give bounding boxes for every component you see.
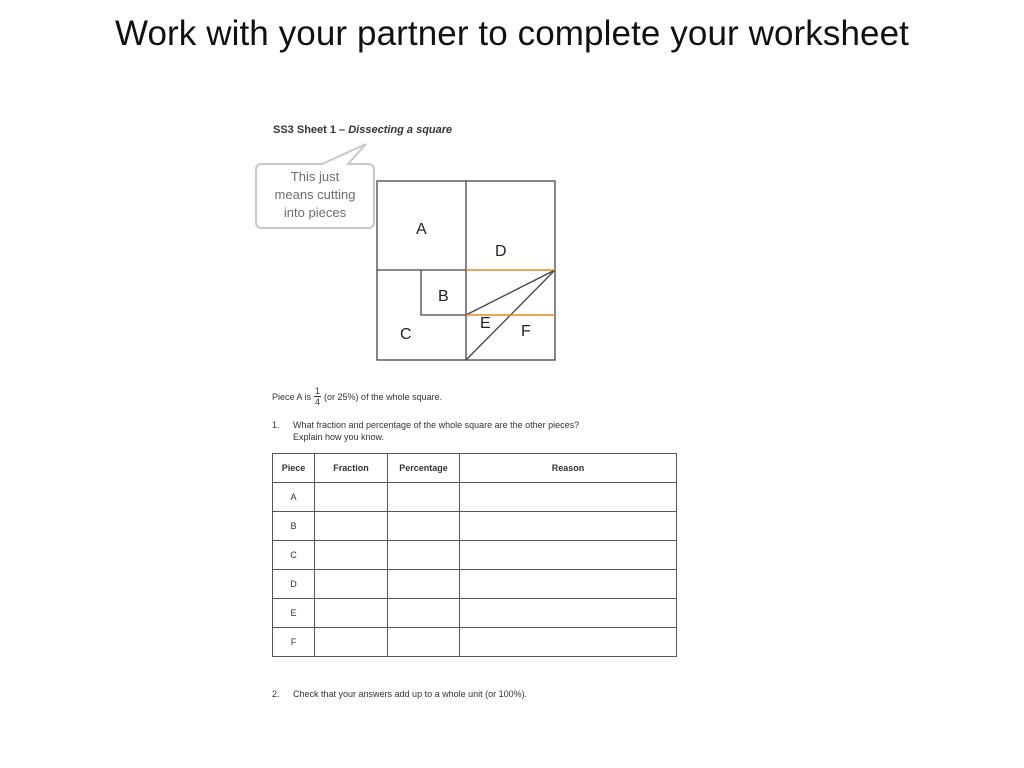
question-1-line-2: Explain how you know. [293, 432, 385, 442]
percentage-cell[interactable] [388, 483, 460, 512]
percentage-cell[interactable] [388, 512, 460, 541]
intro-suffix: (or 25%) of the whole square. [324, 391, 443, 402]
header-reason: Reason [460, 454, 677, 483]
label-f: F [521, 323, 531, 340]
callout-line-2: means cutting [274, 187, 356, 202]
sheet-heading [273, 124, 452, 136]
diagonal-to-corner [466, 270, 555, 315]
sheet-subtitle: Dissecting a square [348, 124, 453, 136]
reason-cell[interactable] [460, 570, 677, 599]
fraction-cell[interactable] [315, 483, 388, 512]
intro-prefix: Piece A is [272, 391, 312, 402]
piece-cell: D [273, 570, 315, 599]
table-row [273, 512, 677, 541]
callout-text [257, 168, 373, 222]
table-row [273, 483, 677, 512]
reason-cell[interactable] [460, 628, 677, 657]
header-fraction: Fraction [315, 454, 388, 483]
answer-table [272, 453, 677, 657]
fraction-one-quarter [314, 386, 321, 407]
reason-cell[interactable] [460, 599, 677, 628]
reason-cell[interactable] [460, 483, 677, 512]
reason-cell[interactable] [460, 541, 677, 570]
piece-cell: E [273, 599, 315, 628]
fraction-cell[interactable] [315, 570, 388, 599]
callout-line-3: into pieces [283, 205, 347, 220]
question-1-line-1: What fraction and percentage of the whole square are the other pieces? [293, 420, 580, 430]
question-2 [272, 688, 652, 702]
table-row [273, 570, 677, 599]
fraction-denominator: 4 [315, 397, 321, 407]
sheet-code: SS3 [273, 124, 294, 136]
fraction-cell[interactable] [315, 628, 388, 657]
question-1-number: 1. [272, 420, 280, 430]
label-d: D [495, 243, 507, 260]
fraction-cell[interactable] [315, 599, 388, 628]
percentage-cell[interactable] [388, 628, 460, 657]
label-e: E [480, 315, 491, 332]
piece-cell: B [273, 512, 315, 541]
fraction-cell[interactable] [315, 541, 388, 570]
fraction-numerator: 1 [315, 386, 321, 396]
label-b: B [438, 288, 449, 305]
percentage-cell[interactable] [388, 541, 460, 570]
fraction-cell[interactable] [315, 512, 388, 541]
table-row [273, 599, 677, 628]
sheet-label: Sheet 1 – [296, 124, 346, 136]
question-2-number: 2. [272, 689, 280, 699]
header-percentage: Percentage [388, 454, 460, 483]
piece-cell: F [273, 628, 315, 657]
slide-title: Work with your partner to complete your worksheet [114, 14, 910, 53]
square-dissection-diagram [370, 176, 560, 366]
table-row [273, 541, 677, 570]
table-header-row [273, 454, 677, 483]
question-1 [272, 419, 652, 445]
percentage-cell[interactable] [388, 599, 460, 628]
piece-cell: C [273, 541, 315, 570]
percentage-cell[interactable] [388, 570, 460, 599]
table-row [273, 628, 677, 657]
label-c: C [400, 326, 412, 343]
callout-line-1: This just [290, 169, 340, 184]
label-a: A [416, 221, 427, 238]
header-piece: Piece [273, 454, 315, 483]
question-2-text: Check that your answers add up to a whole unit (or 100%). [293, 689, 528, 699]
piece-cell: A [273, 483, 315, 512]
reason-cell[interactable] [460, 512, 677, 541]
intro-statement [272, 386, 442, 407]
